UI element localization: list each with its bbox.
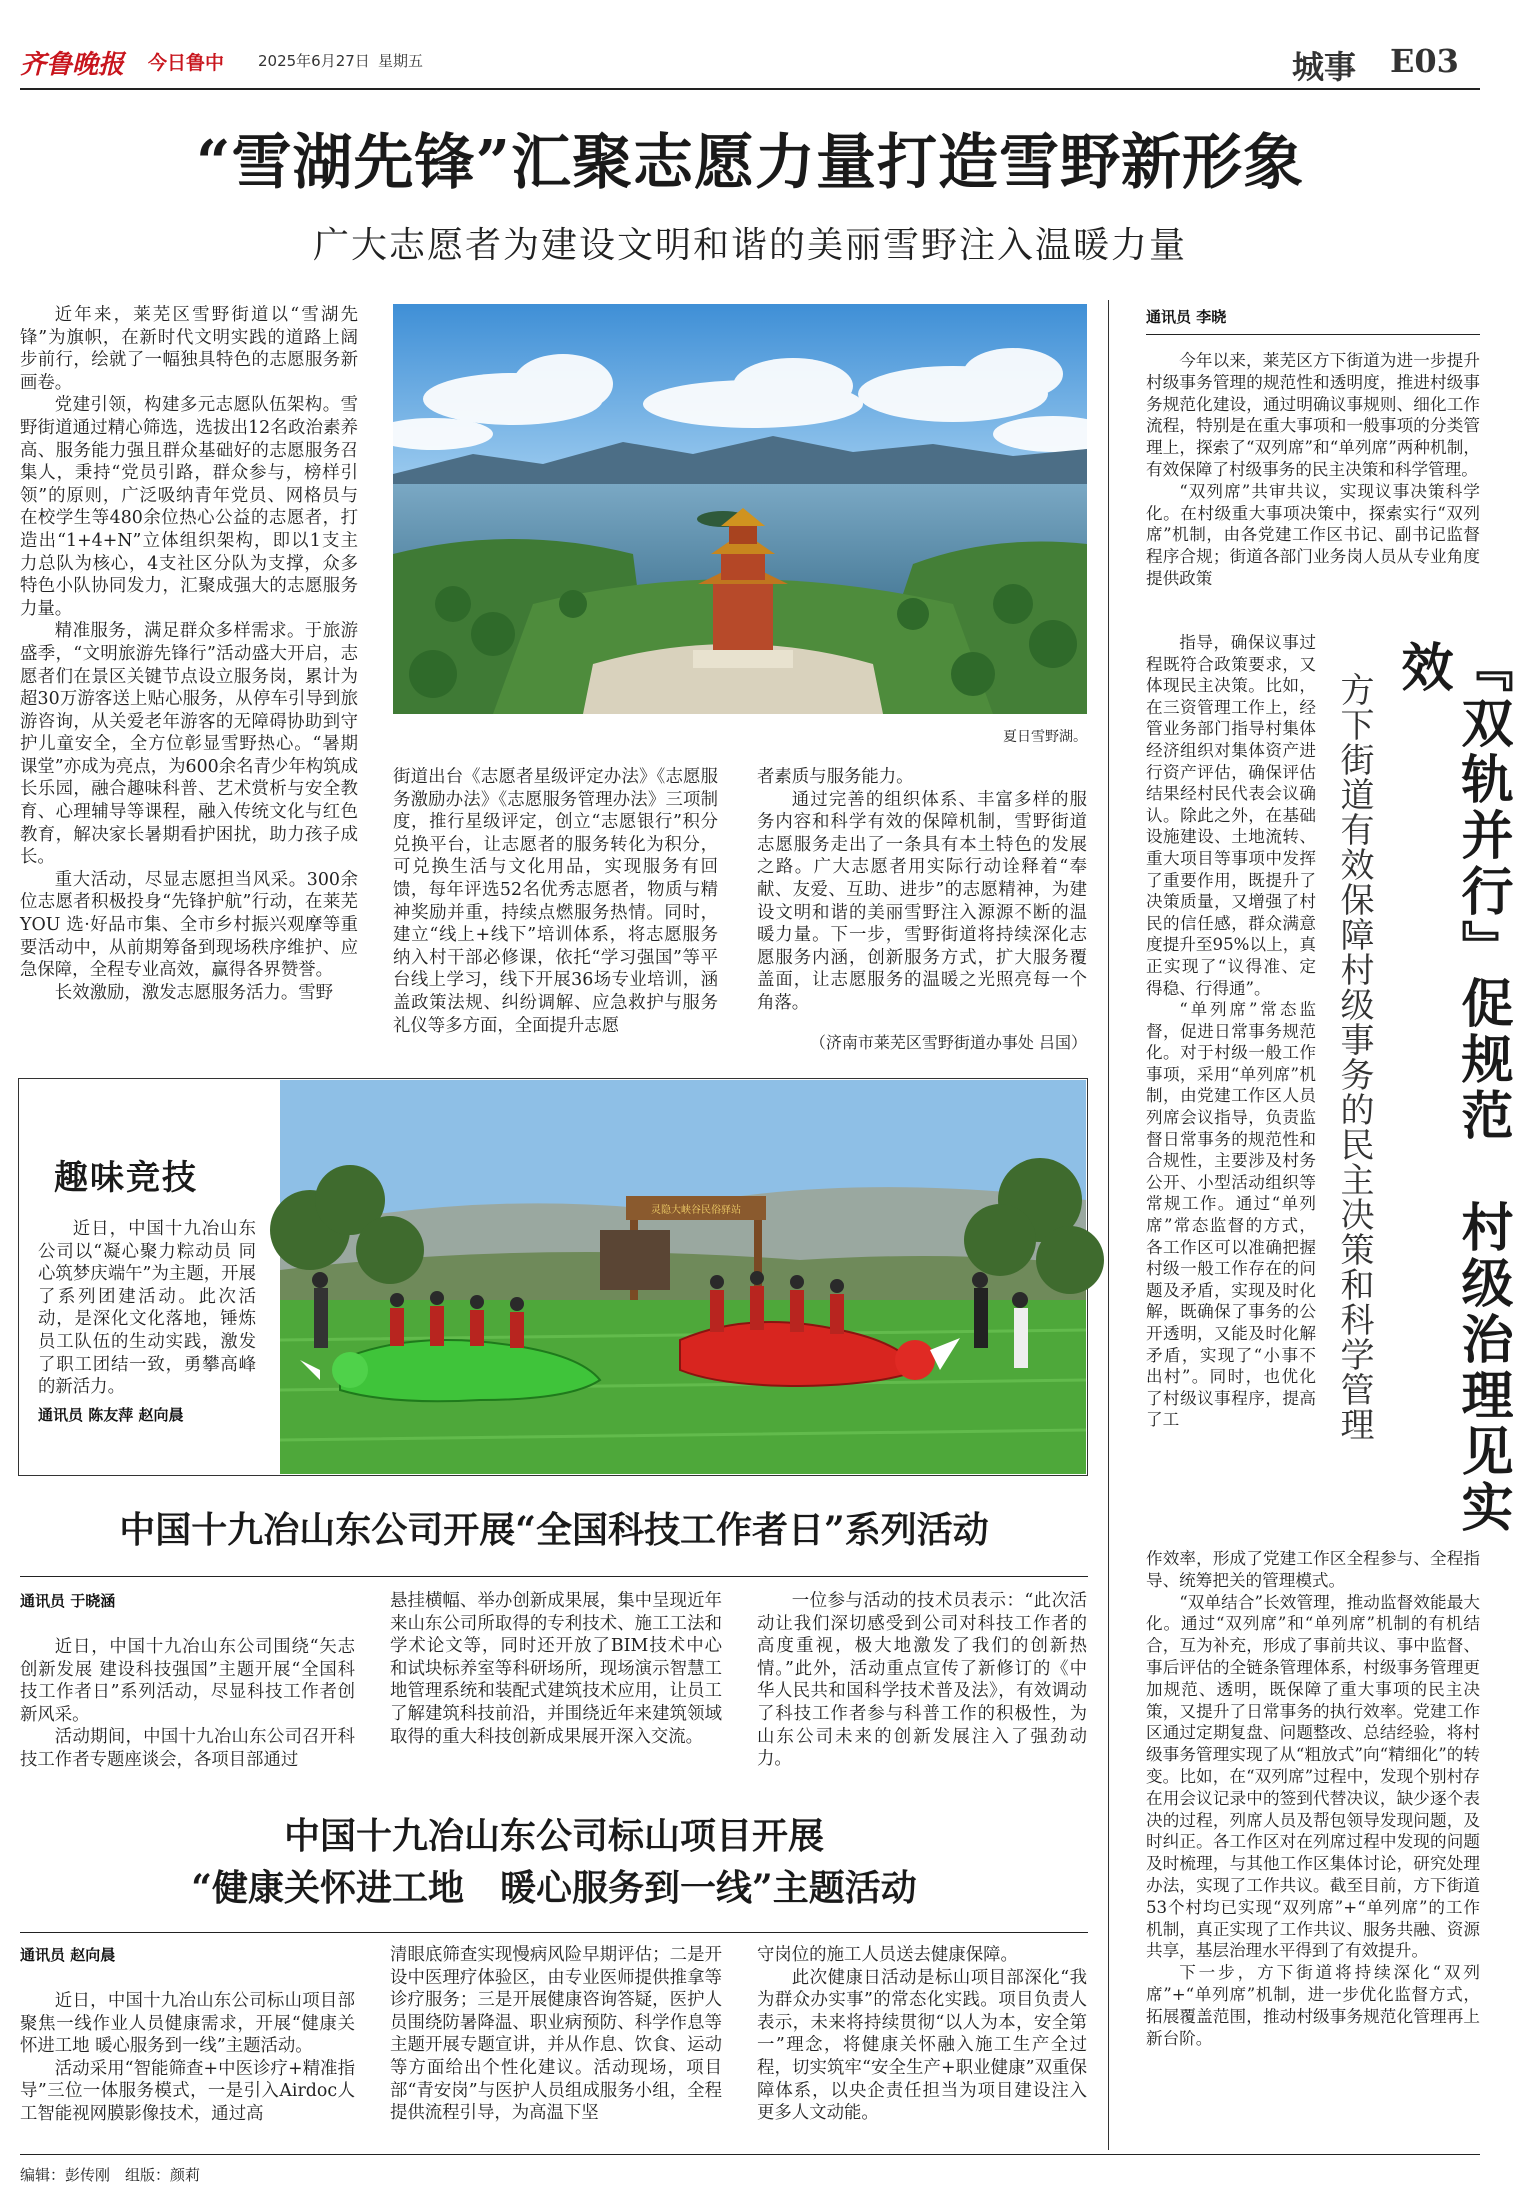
village-title-sub: 方下街道有效保障村级事务的民主决策和科学管理 <box>1334 672 1374 1442</box>
masthead <box>20 44 1480 92</box>
page-number: E03 <box>1390 42 1459 80</box>
paragraph: 近日，中国十九冶山东公司标山项目部聚焦一线作业人员健康需求，开展“健康关怀进工地 暖心服务到一线”主题活动。 <box>20 1991 355 2057</box>
lead-col3 <box>757 766 1087 1015</box>
fun-body <box>38 1218 256 1399</box>
paragraph: 者素质与服务能力。 <box>757 767 914 787</box>
paragraph: “双列席”共审共议，实现议事决策科学化。在村级重大事项决策中，探索实行“双列席”机制，由各党建工作区书记、副书记监督程序合规；街道各部门业务岗人员从专业角度提供政策 <box>1146 481 1480 588</box>
photo-caption: 夏日雪野湖。 <box>1003 729 1087 745</box>
village-narrow <box>1146 632 1316 1431</box>
paragraph: 今年以来，莱芜区方下街道为进一步提升村级事务管理的规范性和透明度，推进村级事务规范化建设，通过明确议事规则、细化工作流程，特别是在重大事项和一般事项的分类管理上，探索了“双列席”和“单列席”两种机制，有效保障了村级事务的民主决策和科学管理。 <box>1146 351 1480 479</box>
paragraph: 守岗位的施工人员送去健康保障。 <box>757 1945 1018 1965</box>
tech-byline: 通讯员 于晓涵 <box>20 1592 116 1610</box>
paragraph: 通过完善的组织体系、丰富多样的服务内容和科学有效的保障机制，雪野街道志愿服务走出了一条具有本土特色的发展之路。广大志愿者用实际行动诠释着“奉献、友爱、互助、进步”的志愿精神，为建设文明和谐的美丽雪野注入源源不断的温暖力量。下一步，雪野街道将持续深化志愿服务内涵，创新服务方式，扩大服务覆盖面，让志愿服务的温暖之光照亮每一个角落。 <box>757 789 1087 1013</box>
tech-headline: 中国十九冶山东公司开展“全国科技工作者日”系列活动 <box>119 1509 989 1551</box>
lead-headline: “雪湖先锋”汇聚志愿力量打造雪野新形象 <box>195 128 1305 198</box>
footer-rule <box>20 2154 1480 2155</box>
health-col2 <box>390 1944 722 2125</box>
paragraph: 重大活动，尽显志愿担当风采。300余位志愿者积极投身“先锋护航”行动，在莱芜 YOU 选·好品市集、全市乡村振兴观摩等重要活动中，从前期筹备到现场秩序维护、应急保障，全程专业高效，赢得各界赞誉。 <box>20 869 358 981</box>
tech-col3 <box>757 1590 1087 1771</box>
tech-col2 <box>390 1590 722 1748</box>
paragraph: 作效率，形成了党建工作区全程参与、全程指导、统筹把关的管理模式。 <box>1146 1549 1480 1590</box>
lake-photo <box>393 304 1087 714</box>
paragraph: “双单结合”长效管理，推动监督效能最大化。通过“双列席”和“单列席”机制的有机结合，互为补充，形成了事前共议、事中监督、事后评估的全链条管理体系，村级事务管理更加规范、透明，既保障了重大事项的民主决策，又提升了日常事务的执行效率。党建工作区通过定期复盘、问题整改、总结经验，将村级事务管理实现了从“粗放式”向“精细化”的转变。比如，在“双列席”过程中，发现个别村存在用会议记录中的签到代替决议，缺少逐个表决的过程，列席人员及帮包领导发现问题，及时纠正。各工作区对在列席过程中发现的问题及时梳理，与其他工作区集体讨论，研究处理办法，实现了工作共议。截至目前，方下街道53个村均已实现“双列席”+“单列席”的工作机制，真正实现了工作共议、服务共融、资源共享，基层治理水平得到了有效提升。 <box>1146 1592 1480 1961</box>
paragraph: 活动期间，中国十九冶山东公司召开科技工作者专题座谈会，各项目部通过 <box>20 1727 355 1770</box>
tech-rule <box>20 1576 1088 1577</box>
paragraph: “单列席”常态监督，促进日常事务规范化。对于村级一般工作事项，采用“单列席”机制，由党建工作区人员列席会议指导，负责监督日常事务的规范性和合规性，主要涉及村务公开、小型活动组织等常规工作。通过“单列席”常态监督的方式，各工作区可以准确把握村级一般工作存在的问题及矛盾，实现及时化解，既确保了事务的公开透明，又能及时化解矛盾，实现了“小事不出村”。同时，也优化了村级议事程序，提高了工 <box>1146 1000 1316 1430</box>
fun-byline: 通讯员 陈友萍 赵向晨 <box>38 1406 184 1424</box>
village-title-main: 『双轨并行』促规范 村级治理见实效 <box>1392 640 1513 1536</box>
masthead-date: 2025年6月27日 <box>258 52 370 70</box>
paragraph: 一位参与活动的技术员表示：“此次活动让我们深切感受到公司对科技工作者的高度重视，极大地激发了我们的创新热情。”此外，活动重点宣传了新修订的《中华人民共和国科学技术普及法》，有效调动了科技工作者参与科普工作的积极性，为山东公司未来的创新发展注入了强劲动力。 <box>757 1591 1087 1770</box>
lead-subheadline: 广大志愿者为建设文明和谐的美丽雪野注入温暖力量 <box>312 225 1187 266</box>
paragraph: 此次健康日活动是标山项目部深化“我为群众办实事”的常态化实践。项目负责人表示，未来将持续贯彻“以人为本，安全第一”理念，将健康关怀融入施工生产全过程，切实筑牢“安全生产+职业健康”双重保障体系，以央企责任担当为项目建设注入更多人文动能。 <box>757 1967 1087 2124</box>
section-name: 城事 <box>1292 48 1357 86</box>
tech-col1 <box>20 1636 355 1772</box>
footer-credits: 编辑：彭传刚 组版：颜莉 <box>20 2166 201 2184</box>
paragraph: 近日，中国十九冶山东公司以“凝心聚力粽动员 同心筑梦庆端午”为主题，开展了系列团建活动。此次活动，是深化文化落地，锤炼员工队伍的生动实践，激发了职工团结一致，勇攀高峰的新活力。 <box>38 1219 256 1398</box>
paragraph: 精准服务，满足群众多样需求。于旅游盛季，“文明旅游先锋行”活动盛大开启，志愿者们在景区关键节点设立服务岗，累计为超30万游客送上贴心服务，从停车引导到旅游咨询，从关爱老年游客的无障碍协助到守护儿童安全，全方位彰显雪野热心。“暑期课堂”亦成为亮点，为600余名青少年构筑成长乐园，融合趣味科普、艺术赏析与安全教育、心理辅导等课程，融入传统文化与红色教育，解决家长暑期看护困扰，助力孩子成长。 <box>20 621 358 868</box>
village-byline: 通讯员 李晓 <box>1146 308 1227 326</box>
lead-source: （济南市莱芜区雪野街道办事处 吕国） <box>809 1033 1087 1052</box>
fun-title: 趣味竞技 <box>54 1158 198 1198</box>
column-divider <box>1108 300 1109 2150</box>
health-headline-1: 中国十九冶山东公司标山项目开展 <box>283 1815 824 1857</box>
teambuilding-photo <box>280 1080 1086 1474</box>
health-col3 <box>757 1944 1087 2125</box>
lead-col2 <box>393 766 718 1037</box>
lead-col1 <box>20 304 358 1004</box>
paragraph: 近年来，莱芜区雪野街道以“雪湖先锋”为旗帜，在新时代文明实践的道路上阔步前行，绘就了一幅独具特色的志愿服务新画卷。 <box>20 305 358 393</box>
health-headline-2: “健康关怀进工地 暖心服务到一线”主题活动 <box>191 1867 917 1909</box>
health-col1 <box>20 1990 355 2126</box>
paragraph: 党建引领，构建多元志愿队伍架构。雪野街道通过精心筛选，选拔出12名政治素养高、服务能力强且群众基础好的志愿服务召集人，秉持“党员引路，群众参与，榜样引领”的原则，广泛吸纳青年党员、网格员与在校学生等480余位热心公益的志愿者，打造出“1+4+N”立体组织架构，即以1支主力总队为核心，4支社区分队为支撑，众多特色小队协同发力，汇聚成强大的志愿服务力量。 <box>20 395 358 619</box>
gate-sign: 灵隐大峡谷民俗驿站 <box>651 1205 741 1216</box>
village-top <box>1146 350 1480 590</box>
paragraph: 街道出台《志愿者星级评定办法》《志愿服务激励办法》《志愿服务管理办法》三项制度，推行星级评定，创立“志愿银行”积分兑换平台，让志愿者的服务转化为积分，可兑换生活与文化用品，实现服务有回馈，每年评选52名优秀志愿者，物质与精神奖励并重，持续点燃服务热情。同时，建立“线上+线下”培训体系，将志愿服务纳入村干部必修课，依托“学习强国”等平台线上学习，线下开展36场专业培训，涵盖政策法规、纠纷调解、应急救护与服务礼仪等多方面，全面提升志愿 <box>393 767 718 1036</box>
masthead-weekday: 星期五 <box>378 52 424 70</box>
masthead-edition: 今日鲁中 <box>148 52 225 74</box>
paragraph: 下一步，方下街道将持续深化“双列席”+“单列席”机制，进一步优化监督方式，拓展覆盖范围，推动村级事务规范化管理再上新台阶。 <box>1146 1963 1480 2048</box>
paragraph: 清眼底筛查实现慢病风险早期评估；二是开设中医理疗体验区，由专业医师提供推拿等诊疗服务；三是开展健康咨询答疑，医护人员围绕防暑降温、职业病预防、科学作息等主题开展专题宣讲，并从作息、饮食、运动等方面给出个性化建议。活动现场，项目部“青安岗”与医护人员组成服务小组，全程提供流程引导，为高温下坚 <box>390 1945 722 2124</box>
village-bottom <box>1146 1548 1480 2049</box>
health-byline: 通讯员 赵向晨 <box>20 1946 116 1964</box>
masthead-rule <box>20 88 1480 90</box>
village-rule <box>1146 334 1480 335</box>
paragraph: 长效激励，激发志愿服务活力。雪野 <box>54 982 334 1003</box>
paragraph: 悬挂横幅、举办创新成果展，集中呈现近年来山东公司所取得的专利技术、施工工法和学术论文等，同时还开放了BIM技术中心和试块标养室等科研场所，现场演示智慧工地管理系统和装配式建筑技术应用，让员工了解建筑科技前沿，并围绕近年来建筑领域取得的重大科技创新成果展开深入交流。 <box>390 1591 722 1747</box>
masthead-logo: 齐鲁晚报 <box>20 50 125 80</box>
paragraph: 指导，确保议事过程既符合政策要求，又体现民主决策。比如，在三资管理工作上，经管业务部门指导村集体经济组织对集体资产进行资产评估，确保评估结果经村民代表会议确认。除此之外，在基础设施建设、土地流转、重大项目等事项中发挥了重要作用，既提升了决策质量，又增强了村民的信任感，群众满意度提升至95%以上，真正实现了“议得准、定得稳、行得通”。 <box>1146 633 1316 998</box>
health-rule <box>20 1932 1088 1933</box>
paragraph: 近日，中国十九冶山东公司围绕“矢志创新发展 建设科技强国”主题开展“全国科技工作者日”系列活动，尽显科技工作者创新风采。 <box>20 1637 355 1725</box>
paragraph: 活动采用“智能筛查+中医诊疗+精准指导”三位一体服务模式，一是引入Airdoc人工智能视网膜影像技术，通过高 <box>20 2058 355 2124</box>
